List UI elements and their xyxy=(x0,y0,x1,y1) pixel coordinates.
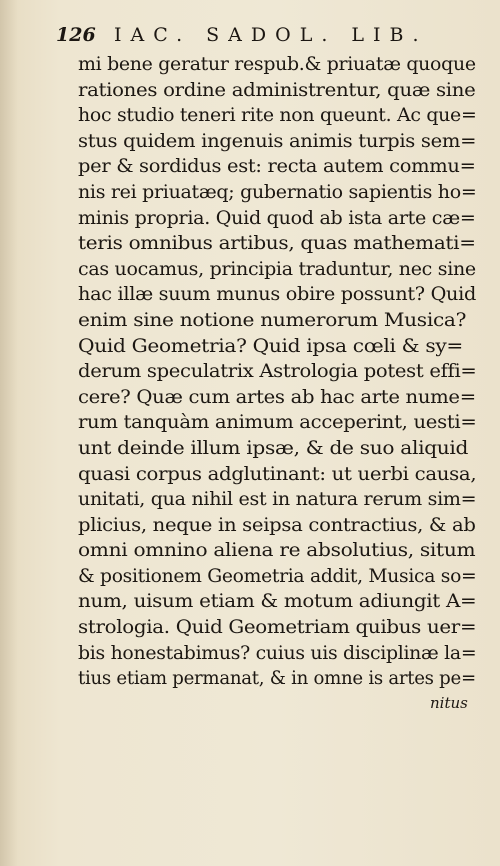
text-line: enim sine notione numerorum Musica? xyxy=(78,308,467,331)
text-line: hac illæ suum munus obire possunt? Quid xyxy=(78,283,477,306)
running-head: IAC. SADOL. LIB. xyxy=(114,24,428,46)
text-line: cere? Quæ cum artes ab hac arte nume= xyxy=(78,385,476,408)
text-line: Quid Geometria? Quid ipsa cœli & sy= xyxy=(78,334,463,357)
body-text xyxy=(78,52,476,692)
text-line: bis honestabimus? cuius uis disciplinæ la= xyxy=(78,641,477,664)
page-number: 126 xyxy=(56,24,96,46)
text-line: unt deinde illum ipsæ, & de suo aliquid xyxy=(78,436,469,459)
text-line: unitati, qua nihil est in natura rerum sim= xyxy=(78,488,477,511)
text-line: & positionem Geometria addit, Musica so= xyxy=(78,564,477,587)
text-line: cas uocamus, principia traduntur, nec sine xyxy=(78,257,476,280)
text-line: omni omnino aliena re absolutius, situm xyxy=(78,539,476,562)
text-line: hoc studio teneri rite non queunt. Ac que= xyxy=(78,104,477,127)
text-line: mi bene geratur respub.& priuatæ quoque xyxy=(78,53,476,75)
text-line: stus quidem ingenuis animis turpis sem= xyxy=(78,129,477,152)
text-line: derum speculatrix Astrologia potest effi= xyxy=(78,360,477,383)
text-line: plicius, neque in seipsa contractius, & ab xyxy=(78,513,476,536)
text-line: rationes ordine administrentur, quæ sine xyxy=(78,78,476,101)
text-line: strologia. Quid Geometriam quibus uer= xyxy=(78,616,477,639)
text-line: rum tanquàm animum acceperint, uesti= xyxy=(78,411,477,434)
text-line: quasi corpus adglutinant: ut uerbi causa, xyxy=(78,462,477,485)
text-line: minis propria. Quid quod ab ista arte cæ= xyxy=(78,206,476,229)
page-header xyxy=(56,22,476,48)
gutter-shadow xyxy=(0,0,18,866)
text-line: teris omnibus artibus, quas mathemati= xyxy=(78,232,476,255)
text-line: nis rei priuatæq; gubernatio sapientis ho= xyxy=(78,180,477,203)
catchword: nitus xyxy=(430,694,468,712)
text-line: per & sordidus est: recta autem commu= xyxy=(78,155,476,178)
text-line: num, uisum etiam & motum adiungit A= xyxy=(78,590,477,613)
text-line: tius etiam permanat, & in omne is artes pe= xyxy=(78,667,476,690)
